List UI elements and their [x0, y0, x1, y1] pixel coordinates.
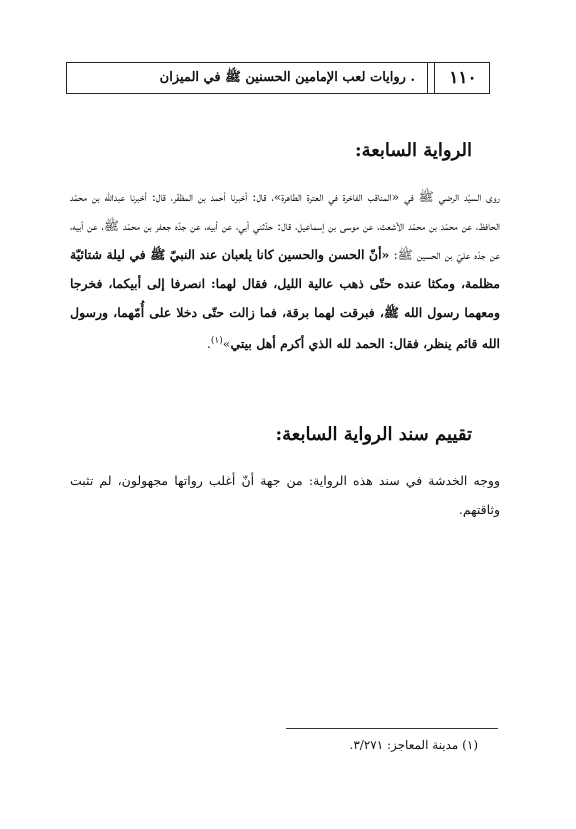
narration-paragraph [70, 182, 500, 358]
header-divider [427, 63, 435, 93]
page-number: ١١٠ [449, 68, 477, 88]
page-header [66, 62, 490, 94]
header-title: . روايات لعب الإمامين الحسنين ﷺ في الميزان [159, 69, 415, 85]
section-heading-chain-evaluation: تقييم سند الرواية السابعة: [275, 424, 472, 445]
evaluation-paragraph: ووجه الخدشة في سند هذه الرواية: من جهة أنّ أغلب رواتها مجهولون، لم تثبت وثاقتهم. [70, 473, 500, 517]
footnote-separator [286, 728, 498, 729]
narration-end-punct: . [206, 336, 211, 352]
footnote-reference[interactable]: (١) [210, 336, 223, 346]
footnote: (١) مدينة المعاجز: ٣/٢٧١. [349, 738, 478, 752]
narration-chain-text: روى السيّد الرضي ﷺ في «المناقب الفاخرة في العترة الطاهرة»، قال: أخبرنا أحمد بن المظفّر، قال: أخبرنا عبدالله بن محمّد الحافظ، عن محمّد بن محمّد الأشعث، عن موسى بن إسماعيل، قال: حدّثني أبي، عن أبيه، عن جدّه جعفر بن محمّد ﷺ، عن أبيه، عن جدّه عليّ بن الحسين ﷺ: [70, 189, 500, 262]
narration-quote-text: «أنّ الحسن والحسين كانا يلعبان عند النبيّ ﷺ في ليلة شتائيّة مظلمة، ومكثا عنده حتّى ذهب عالية الليل، فقال لهما: انصرفا إلى أبيكما، فخرجا ومعهما رسول الله ﷺ، فبرقت لهما برقة، فما زالت حتّى دخلا على أُمّهما، ورسول الله قائم ينظر، فقال: الحمد لله الذي أكرم أهل بيتي [70, 247, 500, 352]
narration-quote-close: » [222, 336, 231, 352]
section-heading-seventh-narration: الرواية السابعة: [354, 140, 472, 161]
